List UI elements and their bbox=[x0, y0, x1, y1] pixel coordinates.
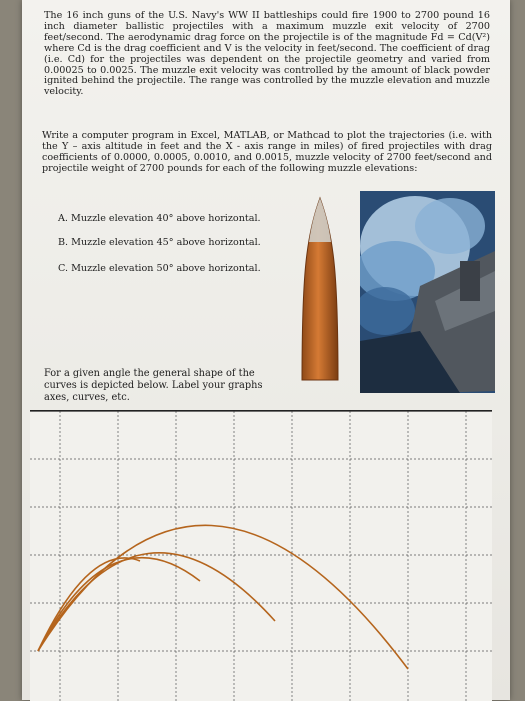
graph-instructions: For a given angle the general shape of the curves is depicted below. Label your graphs axes, curves, etc. bbox=[44, 368, 263, 403]
trajectory-sketch-graph bbox=[30, 410, 492, 701]
projectile-illustration bbox=[300, 196, 340, 382]
trajectory-curve-4 bbox=[38, 525, 408, 669]
grid-lines bbox=[30, 411, 492, 701]
list-item-c: C. Muzzle elevation 50° above horizontal. bbox=[58, 263, 261, 274]
list-item-a: A. Muzzle elevation 40° above horizontal. bbox=[58, 213, 261, 224]
trajectory-curves bbox=[38, 525, 408, 669]
task-paragraph: Write a computer program in Excel, MATLAB, or Mathcad to plot the trajectories (i.e. with the Y – axis altitude in feet and the X - axis range in miles) of fired projectiles with drag coefficients of 0.0000, 0.0005, 0.0010, and 0.0015, muzzle velocity of 2700 feet/second and projectile weight of 2700 pounds for each of the following muzzle elevations: bbox=[42, 130, 492, 174]
trajectory-curve-1 bbox=[38, 558, 140, 651]
battleship-photo bbox=[360, 191, 495, 393]
list-item-b: B. Muzzle elevation 45° above horizontal. bbox=[58, 237, 261, 248]
intro-paragraph: The 16 inch guns of the U.S. Navy's WW II battleships could fire 1900 to 2700 pound 16 inch diameter ballistic projectiles with a maximum muzzle exit velocity of 2700 feet/second. The aerodynamic drag force on the projectile is of the magnitude Fd = Cd(V²) where Cd is the drag coefficient and V is the velocity in feet/second. The coefficient of drag (i.e. Cd) for the projectiles was dependent on the projectile geometry and varied from 0.00025 to 0.0025. The muzzle exit velocity was controlled by the amount of black powder ignited behind the projectile. The range was controlled by the muzzle elevation and muzzle velocity. bbox=[44, 10, 490, 98]
